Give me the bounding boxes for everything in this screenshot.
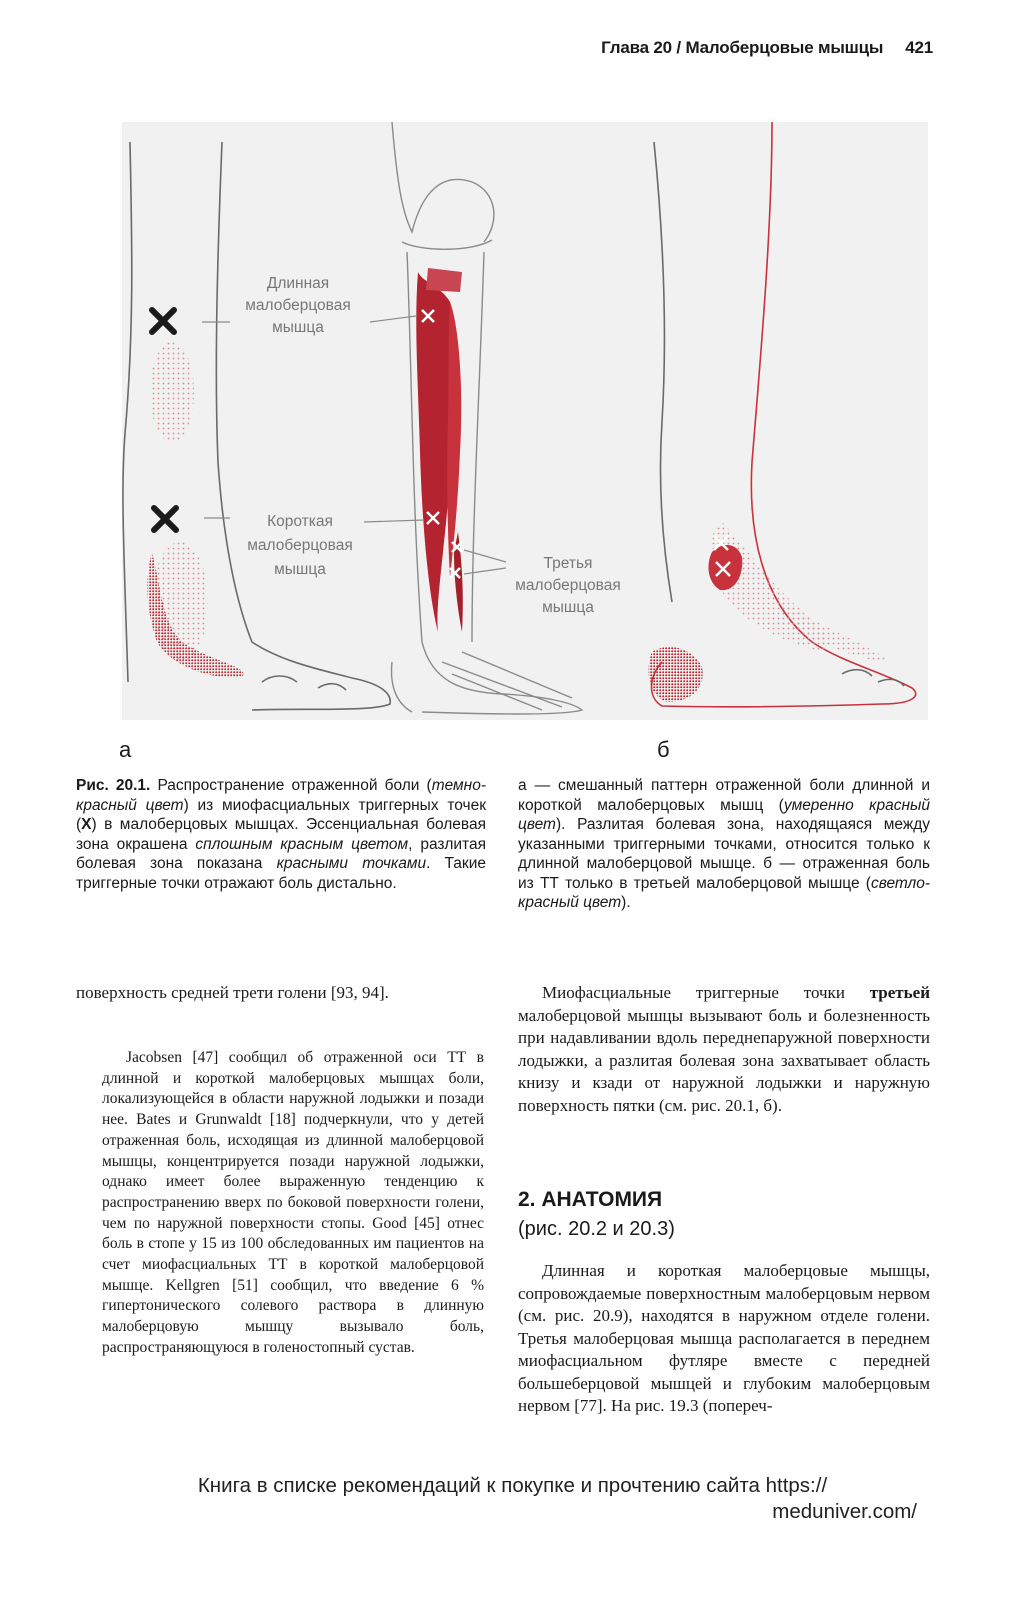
label-third-peroneus-2: малоберцовая <box>515 577 621 594</box>
label-short-peroneus-2: малоберцовая <box>247 537 353 554</box>
left-column-continuation: поверхность средней трети голени [93, 94]. <box>76 983 389 1002</box>
leg-a-pain-zones <box>147 342 243 677</box>
section-subheading: (рис. 20.2 и 20.3) <box>518 1218 675 1240</box>
caption-italic: сплошным красным цветом <box>195 835 409 853</box>
leg-muscles <box>416 268 462 632</box>
caption-text: а — смешанный паттерн отраженной боли длинной и короткой малоберцовых мышц ( <box>518 777 930 814</box>
caption-text: ). Разлитая болевая зона, находящаяся между указанными триггерными точками, относится только к длинной малоберцовой мышце. б — отраженная боль из ТТ только в третьей малоберцовой мышце ( <box>518 816 930 892</box>
label-leader-lines <box>202 316 506 574</box>
label-short-peroneus-3: мышца <box>274 561 326 578</box>
page-number: 421 <box>905 38 933 57</box>
figure-number: Рис. 20.1. <box>76 777 151 794</box>
figure-caption-right <box>518 776 930 913</box>
figure-illustration <box>122 122 928 720</box>
caption-text: ) из миофасциальных триггерных точек ( <box>76 796 486 833</box>
panel-label-b: б <box>657 737 670 762</box>
caption-text: Распространение отраженной боли ( <box>150 777 432 794</box>
right-column-paragraph-1 <box>518 982 930 1117</box>
paragraph-bold: третьей <box>869 983 930 1002</box>
page-header <box>601 38 933 58</box>
chapter-title: Глава 20 / Малоберцовые мышцы <box>601 38 884 57</box>
caption-text: . Такие триггерные точки отражают боль дистально. <box>76 855 486 892</box>
panel-label-a: а <box>119 737 132 762</box>
leg-b-pain-zones <box>648 522 892 702</box>
right-column-paragraph-2: Длинная и короткая малоберцовые мышцы, сопровождаемые поверхностным малоберцовым нервом (см. рис. 20.9), находятся в наружном отделе голени. Третья малоберцовая мышца располагается в переднем миофасциальном футляре вместе с передней большеберцовой мышцей и глубоким малоберцовым нервом [77]. На рис. 19.3 (попереч- <box>518 1261 930 1415</box>
caption-italic: красными точками <box>276 855 427 872</box>
figure-20-1 <box>122 122 928 720</box>
caption-italic: светло-красный цвет <box>518 874 930 911</box>
label-third-peroneus-3: мышца <box>542 599 594 616</box>
paragraph-text: малоберцовой мышцы вызывают боль и болезненность при надавливании вдоль переднепаружной поверхности лодыжки, а разлитая болевая зона захватывает область книзу и кзади от наружной лодыжки и наружную поверхность пятки (см. рис. 20.1, б). <box>518 1005 930 1115</box>
label-long-peroneus-1: Длинная <box>266 275 330 292</box>
figure-caption-left <box>76 776 486 893</box>
caption-bold: X <box>81 816 92 833</box>
caption-italic: умеренно красный цвет <box>518 796 930 833</box>
left-column-paragraph: Jacobsen [47] сообщил об отраженной оси ТТ в длинной и короткой малоберцовых мышцах боли, локализующейся в области наружной лодыжки и позади нее. Bates и Grunwaldt [18] подчеркнули, что у детей отраженная боль, исходящая из длинной малоберцовой мышцы, концентрируется позади наружной лодыжки, однако имеет более выраженную тенденцию к распространению вверх по боковой поверхности голени, чем по наружной поверхности стопы. Good [45] отнес боль в стопе у 15 из 100 обследованных им пациентов на счет миофасциальных ТТ в короткой малоберцовой мышце. Kellgren [51] сообщил, что введение 6 % гипертонического солевого раствора в длинную малоберцовую мышцу вызывало боль, распространяющуюся в голеностопный сустав. <box>102 1049 484 1356</box>
section-heading: 2. АНАТОМИЯ <box>518 1188 663 1211</box>
caption-text: , разлитая болевая зона показана <box>76 835 486 872</box>
caption-text: ) в малоберцовых мышцах. Эссенциальная болевая зона окрашена <box>76 816 486 853</box>
label-third-peroneus-1: Третья <box>543 555 593 572</box>
label-short-peroneus-1: Короткая <box>267 513 333 530</box>
label-long-peroneus-2: малоберцовая <box>245 297 351 314</box>
caption-text: ). <box>621 894 631 911</box>
footer-line-1: Книга в списке рекомендаций к покупке и прочтению сайта https:// <box>197 1474 828 1497</box>
label-long-peroneus-3: мышца <box>272 319 324 336</box>
caption-italic: темно-красный цвет <box>76 777 486 814</box>
paragraph-text: Миофасциальные триггерные точки <box>542 983 870 1002</box>
footer-line-2: meduniver.com/ <box>772 1500 917 1523</box>
